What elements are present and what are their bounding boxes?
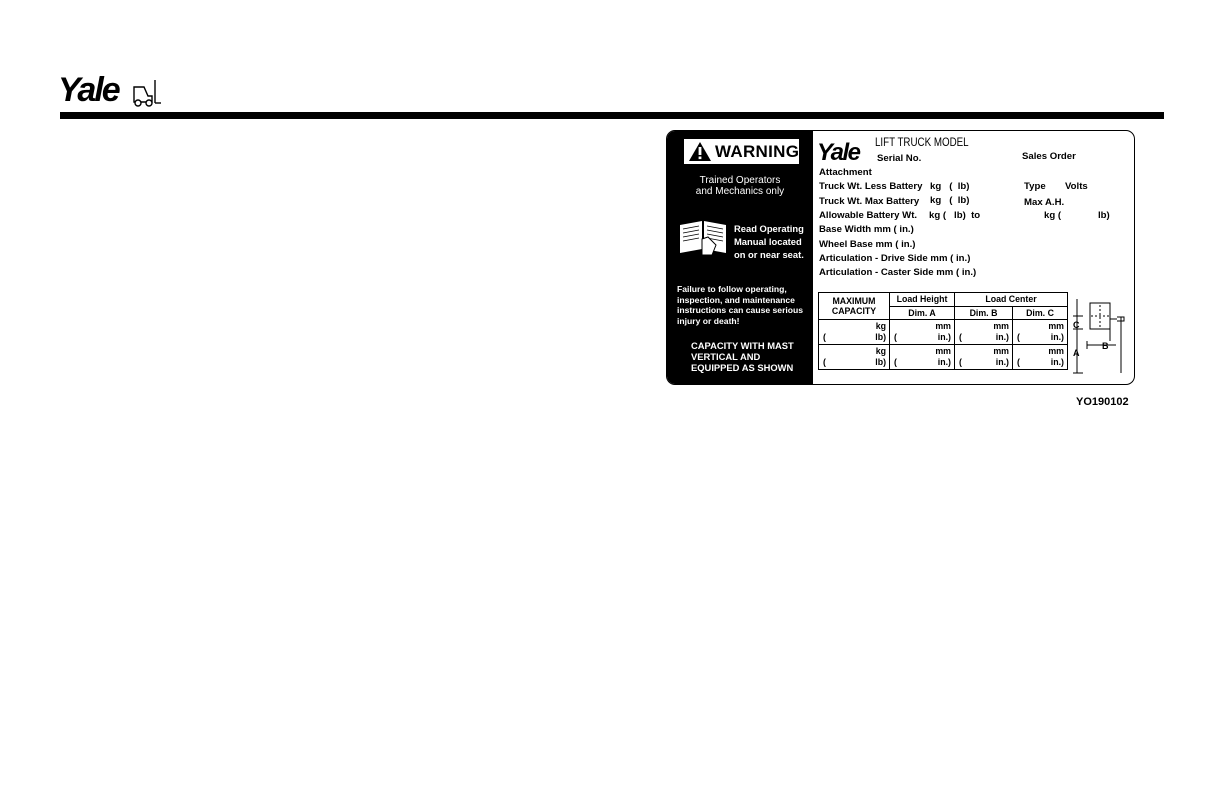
dim-a-header: Dim. A (890, 306, 955, 320)
failure-warning-text: Failure to follow operating, inspection, and maintenance instructions can cause serious injury or death! (677, 284, 804, 326)
articulation-drive-label: Articulation - Drive Side mm ( in.) (819, 253, 971, 264)
trained-operators-text: Trained Operators and Mechanics only (695, 175, 785, 197)
truck-wt-less-battery-label: Truck Wt. Less Battery (819, 181, 923, 192)
dim-c-header: Dim. C (1013, 306, 1068, 320)
diagram-a-label: A (1073, 348, 1080, 358)
sales-order-label: Sales Order (1022, 151, 1076, 162)
warning-header (684, 139, 799, 164)
allowable-battery-wt-kg2: kg ( (1044, 210, 1062, 221)
dim-b-cell: mm ( in.) (955, 320, 1013, 345)
wheel-base-label: Wheel Base mm ( in.) (819, 239, 916, 250)
serial-no-label: Serial No. (877, 153, 922, 164)
capacity-data-plate (666, 130, 1135, 385)
dim-c-cell: mm ( in.) (1013, 345, 1068, 370)
yale-logo-text: Yale (58, 71, 119, 108)
capacity-cell: kg ( lb) (819, 345, 890, 370)
read-manual-text: Read Operating Manual located on or near seat. (734, 223, 804, 260)
volts-label: Volts (1065, 181, 1088, 192)
svg-text:Yale: Yale (817, 139, 860, 165)
maximum-capacity-header: MAXIMUM CAPACITY (819, 293, 890, 320)
load-dimension-diagram (1071, 291, 1131, 377)
type-label: Type (1024, 181, 1046, 192)
dim-a-cell: mm ( in.) (890, 345, 955, 370)
dim-c-cell: mm ( in.) (1013, 320, 1068, 345)
manual-book-icon (678, 219, 728, 257)
lift-truck-model-label: LIFT TRUCK MODEL (875, 137, 969, 149)
table-row (819, 320, 1068, 345)
attachment-label: Attachment (819, 167, 872, 178)
figure-code: YO190102 (1076, 396, 1129, 408)
capacity-note-text: CAPACITY WITH MAST VERTICAL AND EQUIPPED AS SHOWN (691, 340, 794, 373)
warning-title: WARNING (715, 142, 800, 161)
warning-panel (667, 131, 813, 384)
load-height-header: Load Height (890, 293, 955, 307)
diagram-b-label: B (1102, 341, 1109, 351)
truck-wt-max-battery-units: kg ( lb) (930, 195, 970, 206)
truck-wt-less-battery-units: kg ( lb) (930, 181, 970, 192)
articulation-caster-label: Articulation - Caster Side mm ( in.) (819, 267, 977, 278)
yale-logo (58, 70, 162, 108)
forklift-icon (134, 80, 161, 106)
allowable-battery-wt-label: Allowable Battery Wt. (819, 210, 918, 221)
table-row (819, 345, 1068, 370)
allowable-battery-wt-lb2: lb) (1098, 210, 1110, 221)
capacity-cell: kg ( lb) (819, 320, 890, 345)
capacity-table (818, 292, 1068, 370)
yale-plate-logo (817, 139, 873, 165)
base-width-label: Base Width mm ( in.) (819, 224, 914, 235)
dim-b-cell: mm ( in.) (955, 345, 1013, 370)
dim-a-cell: mm ( in.) (890, 320, 955, 345)
dim-b-header: Dim. B (955, 306, 1013, 320)
max-ah-label: Max A.H. (1024, 197, 1065, 208)
truck-wt-max-battery-label: Truck Wt. Max Battery (819, 196, 920, 207)
allowable-battery-wt-units: kg ( lb) to (929, 210, 981, 221)
header-rule (60, 112, 1164, 119)
load-center-header: Load Center (955, 293, 1068, 307)
diagram-c-label: C (1073, 320, 1080, 330)
warning-triangle-icon (688, 141, 712, 162)
